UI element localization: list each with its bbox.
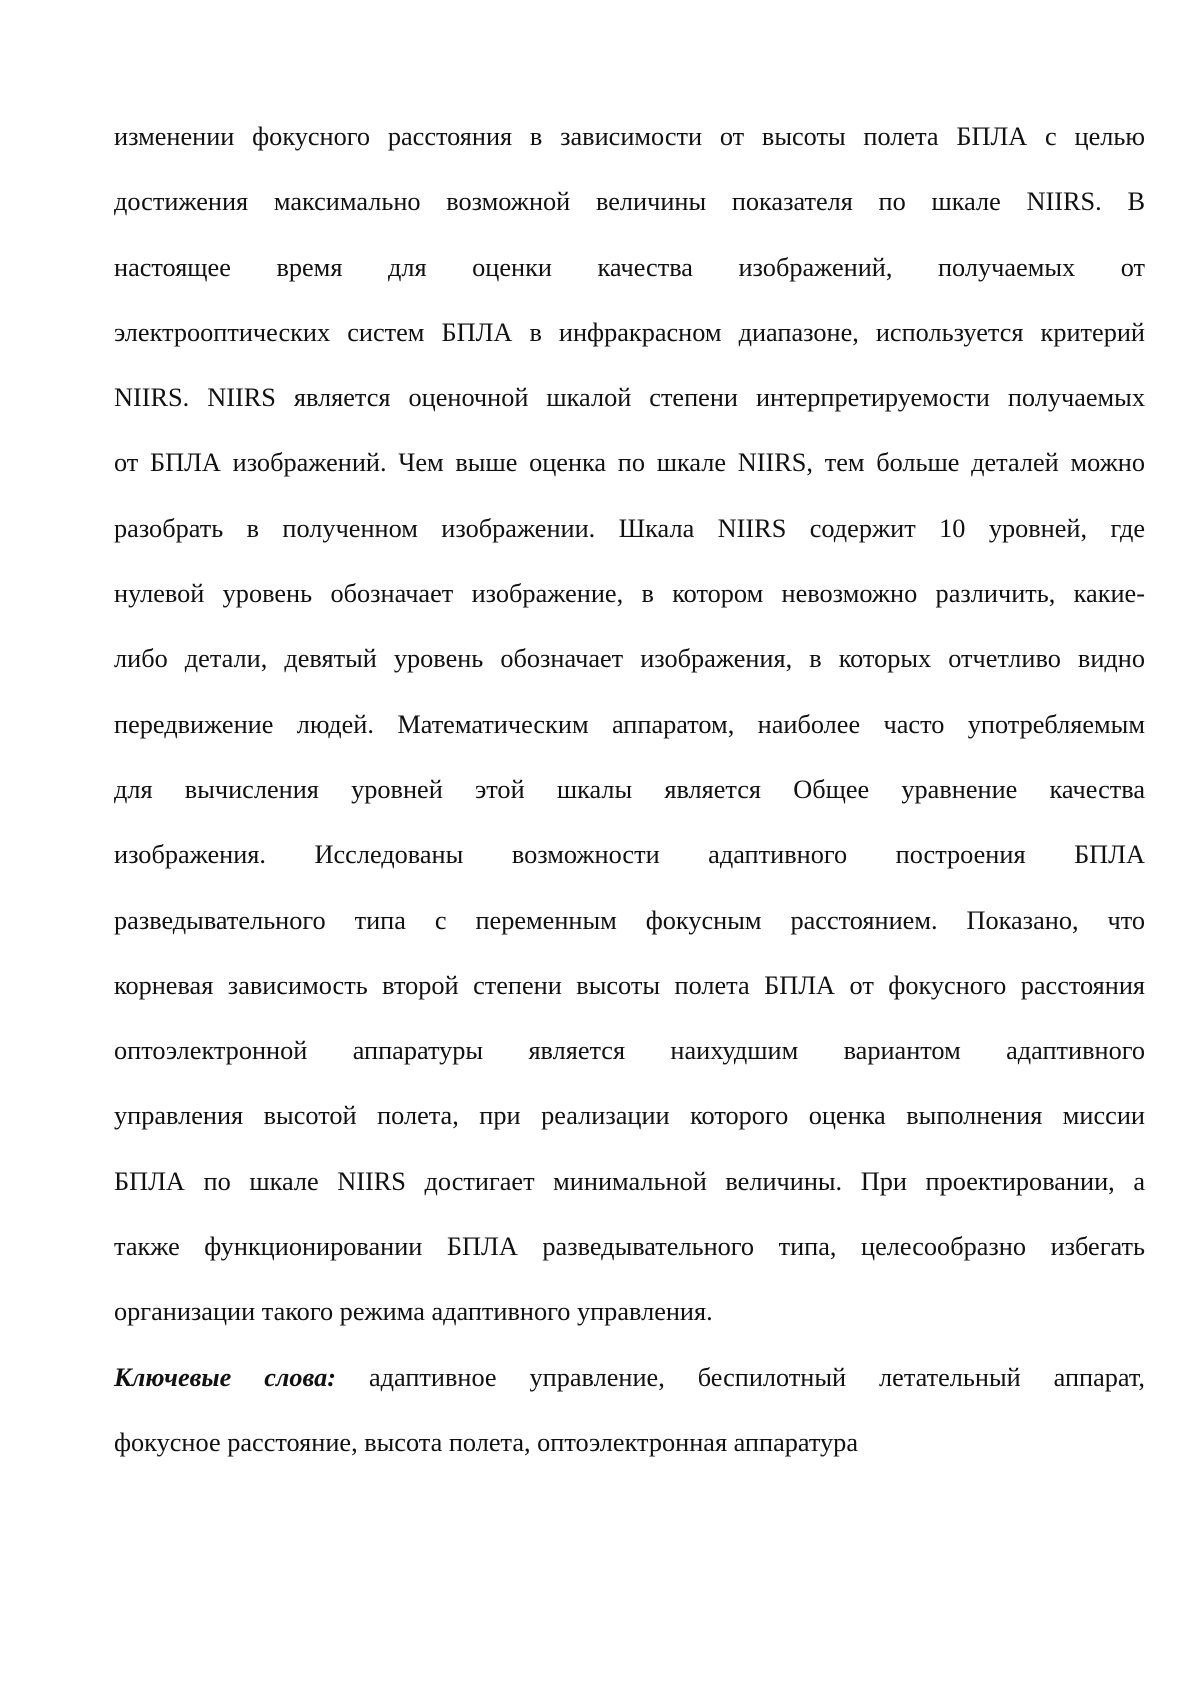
keywords-line [114, 1345, 1145, 1410]
keywords-label: Ключевые слова: [114, 1363, 336, 1392]
abstract-line: для вычисления уровней этой шкалы является Общее уравнение качества [114, 757, 1145, 822]
keywords-line-continued: фокусное расстояние, высота полета, оптоэлектронная аппаратура [114, 1410, 1145, 1475]
keywords-text: адаптивное управление, беспилотный летательный аппарат, [369, 1363, 1145, 1392]
abstract-line: БПЛА по шкале NIIRS достигает минимальной величины. При проектировании, а [114, 1149, 1145, 1214]
abstract-line: электрооптических систем БПЛА в инфракрасном диапазоне, используется критерий [114, 300, 1145, 365]
abstract-line: разобрать в полученном изображении. Шкала NIIRS содержит 10 уровней, где [114, 496, 1145, 561]
abstract-line: передвижение людей. Математическим аппаратом, наиболее часто употребляемым [114, 692, 1145, 757]
abstract-line: достижения максимально возможной величины показателя по шкале NIIRS. В [114, 169, 1145, 234]
abstract-line: изменении фокусного расстояния в зависимости от высоты полета БПЛА с целью [114, 104, 1145, 169]
abstract-line: организации такого режима адаптивного управления. [114, 1279, 1145, 1344]
abstract-line: управления высотой полета, при реализации которого оценка выполнения миссии [114, 1083, 1145, 1148]
abstract-text [114, 104, 1145, 1475]
abstract-line: изображения. Исследованы возможности адаптивного построения БПЛА [114, 822, 1145, 887]
document-page [0, 0, 1200, 1697]
abstract-line: настоящее время для оценки качества изображений, получаемых от [114, 235, 1145, 300]
abstract-line: корневая зависимость второй степени высоты полета БПЛА от фокусного расстояния [114, 953, 1145, 1018]
abstract-line: разведывательного типа с переменным фокусным расстоянием. Показано, что [114, 888, 1145, 953]
abstract-line: либо детали, девятый уровень обозначает изображения, в которых отчетливо видно [114, 626, 1145, 691]
abstract-line: от БПЛА изображений. Чем выше оценка по шкале NIIRS, тем больше деталей можно [114, 430, 1145, 495]
abstract-line: NIIRS. NIIRS является оценочной шкалой степени интерпретируемости получаемых [114, 365, 1145, 430]
abstract-line: нулевой уровень обозначает изображение, в котором невозможно различить, какие- [114, 561, 1145, 626]
abstract-line: оптоэлектронной аппаратуры является наихудшим вариантом адаптивного [114, 1018, 1145, 1083]
abstract-line: также функционировании БПЛА разведывательного типа, целесообразно избегать [114, 1214, 1145, 1279]
